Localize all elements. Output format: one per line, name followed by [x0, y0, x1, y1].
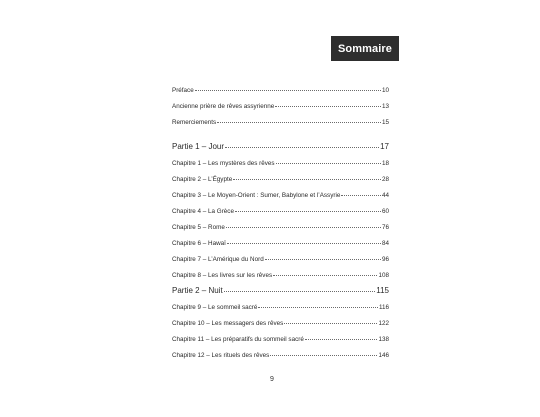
- part-2-section: [172, 286, 389, 366]
- toc-entry-page: 146: [378, 352, 389, 359]
- dot-leader: [276, 157, 381, 164]
- toc-entry-page: 44: [381, 192, 389, 199]
- toc-entry-page: 84: [381, 240, 389, 247]
- toc-entry-page: 116: [378, 304, 389, 311]
- dot-leader: [235, 205, 381, 212]
- toc-entry-page: 10: [381, 87, 389, 94]
- part-heading: [172, 142, 389, 158]
- dot-leader: [258, 301, 378, 308]
- dot-leader: [226, 221, 381, 228]
- toc-entry-page: 138: [378, 336, 389, 343]
- toc-entry-page: 108: [378, 272, 389, 279]
- toc-entry-label: Chapitre 3 – Le Moyen-Orient : Sumer, Babylone et l’Assyrie: [172, 192, 341, 199]
- toc-entry: [172, 318, 389, 334]
- dot-leader: [305, 333, 378, 340]
- toc-entry-label: Remerciements: [172, 119, 217, 126]
- toc-entry-label: Chapitre 4 – La Grèce: [172, 208, 234, 215]
- toc-entry: [172, 174, 389, 190]
- toc-entry-label: Chapitre 12 – Les rituels des rêves: [172, 352, 270, 359]
- toc-entry-label: Chapitre 5 – Rome: [172, 224, 225, 231]
- toc-entry-label: Chapitre 10 – Les messagers des rêves: [172, 320, 284, 327]
- part-heading-page: 17: [380, 142, 389, 151]
- toc-entry-label: Chapitre 2 – L’Égypte: [172, 176, 233, 183]
- toc-entry: [172, 270, 389, 286]
- toc-entry-page: 60: [381, 208, 389, 215]
- dot-leader: [273, 269, 377, 276]
- toc-entry-page: 122: [378, 320, 389, 327]
- toc-entry-page: 76: [381, 224, 389, 231]
- toc-entry: [172, 101, 389, 117]
- toc-entry: [172, 117, 389, 133]
- toc-entry: [172, 206, 389, 222]
- toc-entry-label: Chapitre 8 – Les livres sur les rêves: [172, 272, 273, 279]
- page-title: Sommaire: [331, 36, 399, 61]
- toc-entry: [172, 190, 389, 206]
- part-heading: [172, 286, 389, 302]
- toc-entry: [172, 350, 389, 366]
- toc-entry: [172, 85, 389, 101]
- dot-leader: [227, 237, 381, 244]
- toc-entry: [172, 254, 389, 270]
- toc-entry-page: 18: [381, 160, 389, 167]
- toc-entry-label: Ancienne prière de rêves assyrienne: [172, 103, 275, 110]
- part-heading-page: 115: [376, 286, 389, 295]
- toc-entry-label: Chapitre 1 – Les mystères des rêves: [172, 160, 275, 167]
- dot-leader: [233, 173, 381, 180]
- toc-entry-page: 15: [381, 119, 389, 126]
- part-heading-label: Partie 2 – Nuit: [172, 286, 223, 295]
- toc-entry: [172, 222, 389, 238]
- toc-entry: [172, 334, 389, 350]
- part-heading-label: Partie 1 – Jour: [172, 142, 225, 151]
- toc-entry-label: Chapitre 11 – Les préparatifs du sommeil sacré: [172, 336, 304, 343]
- toc-entry: [172, 158, 389, 174]
- dot-leader: [217, 116, 381, 123]
- dot-leader: [195, 84, 381, 91]
- page-number: 9: [270, 376, 274, 383]
- front-matter-list: [172, 85, 389, 133]
- toc-entry-label: Chapitre 6 – Hawaï: [172, 240, 226, 247]
- dot-leader: [265, 253, 381, 260]
- part-1-section: [172, 142, 389, 286]
- dot-leader: [225, 141, 379, 148]
- toc-entry-page: 96: [381, 256, 389, 263]
- toc-entry: [172, 302, 389, 318]
- toc-entry-label: Préface: [172, 87, 194, 94]
- toc-entry-page: 28: [381, 176, 389, 183]
- dot-leader: [275, 100, 381, 107]
- dot-leader: [224, 285, 376, 292]
- dot-leader: [284, 317, 377, 324]
- dot-leader: [270, 349, 377, 356]
- toc-entry: [172, 238, 389, 254]
- toc-entry-label: Chapitre 7 – L’Amérique du Nord: [172, 256, 264, 263]
- toc-entry-label: Chapitre 9 – Le sommeil sacré: [172, 304, 258, 311]
- toc-entry-page: 13: [381, 103, 389, 110]
- dot-leader: [341, 189, 381, 196]
